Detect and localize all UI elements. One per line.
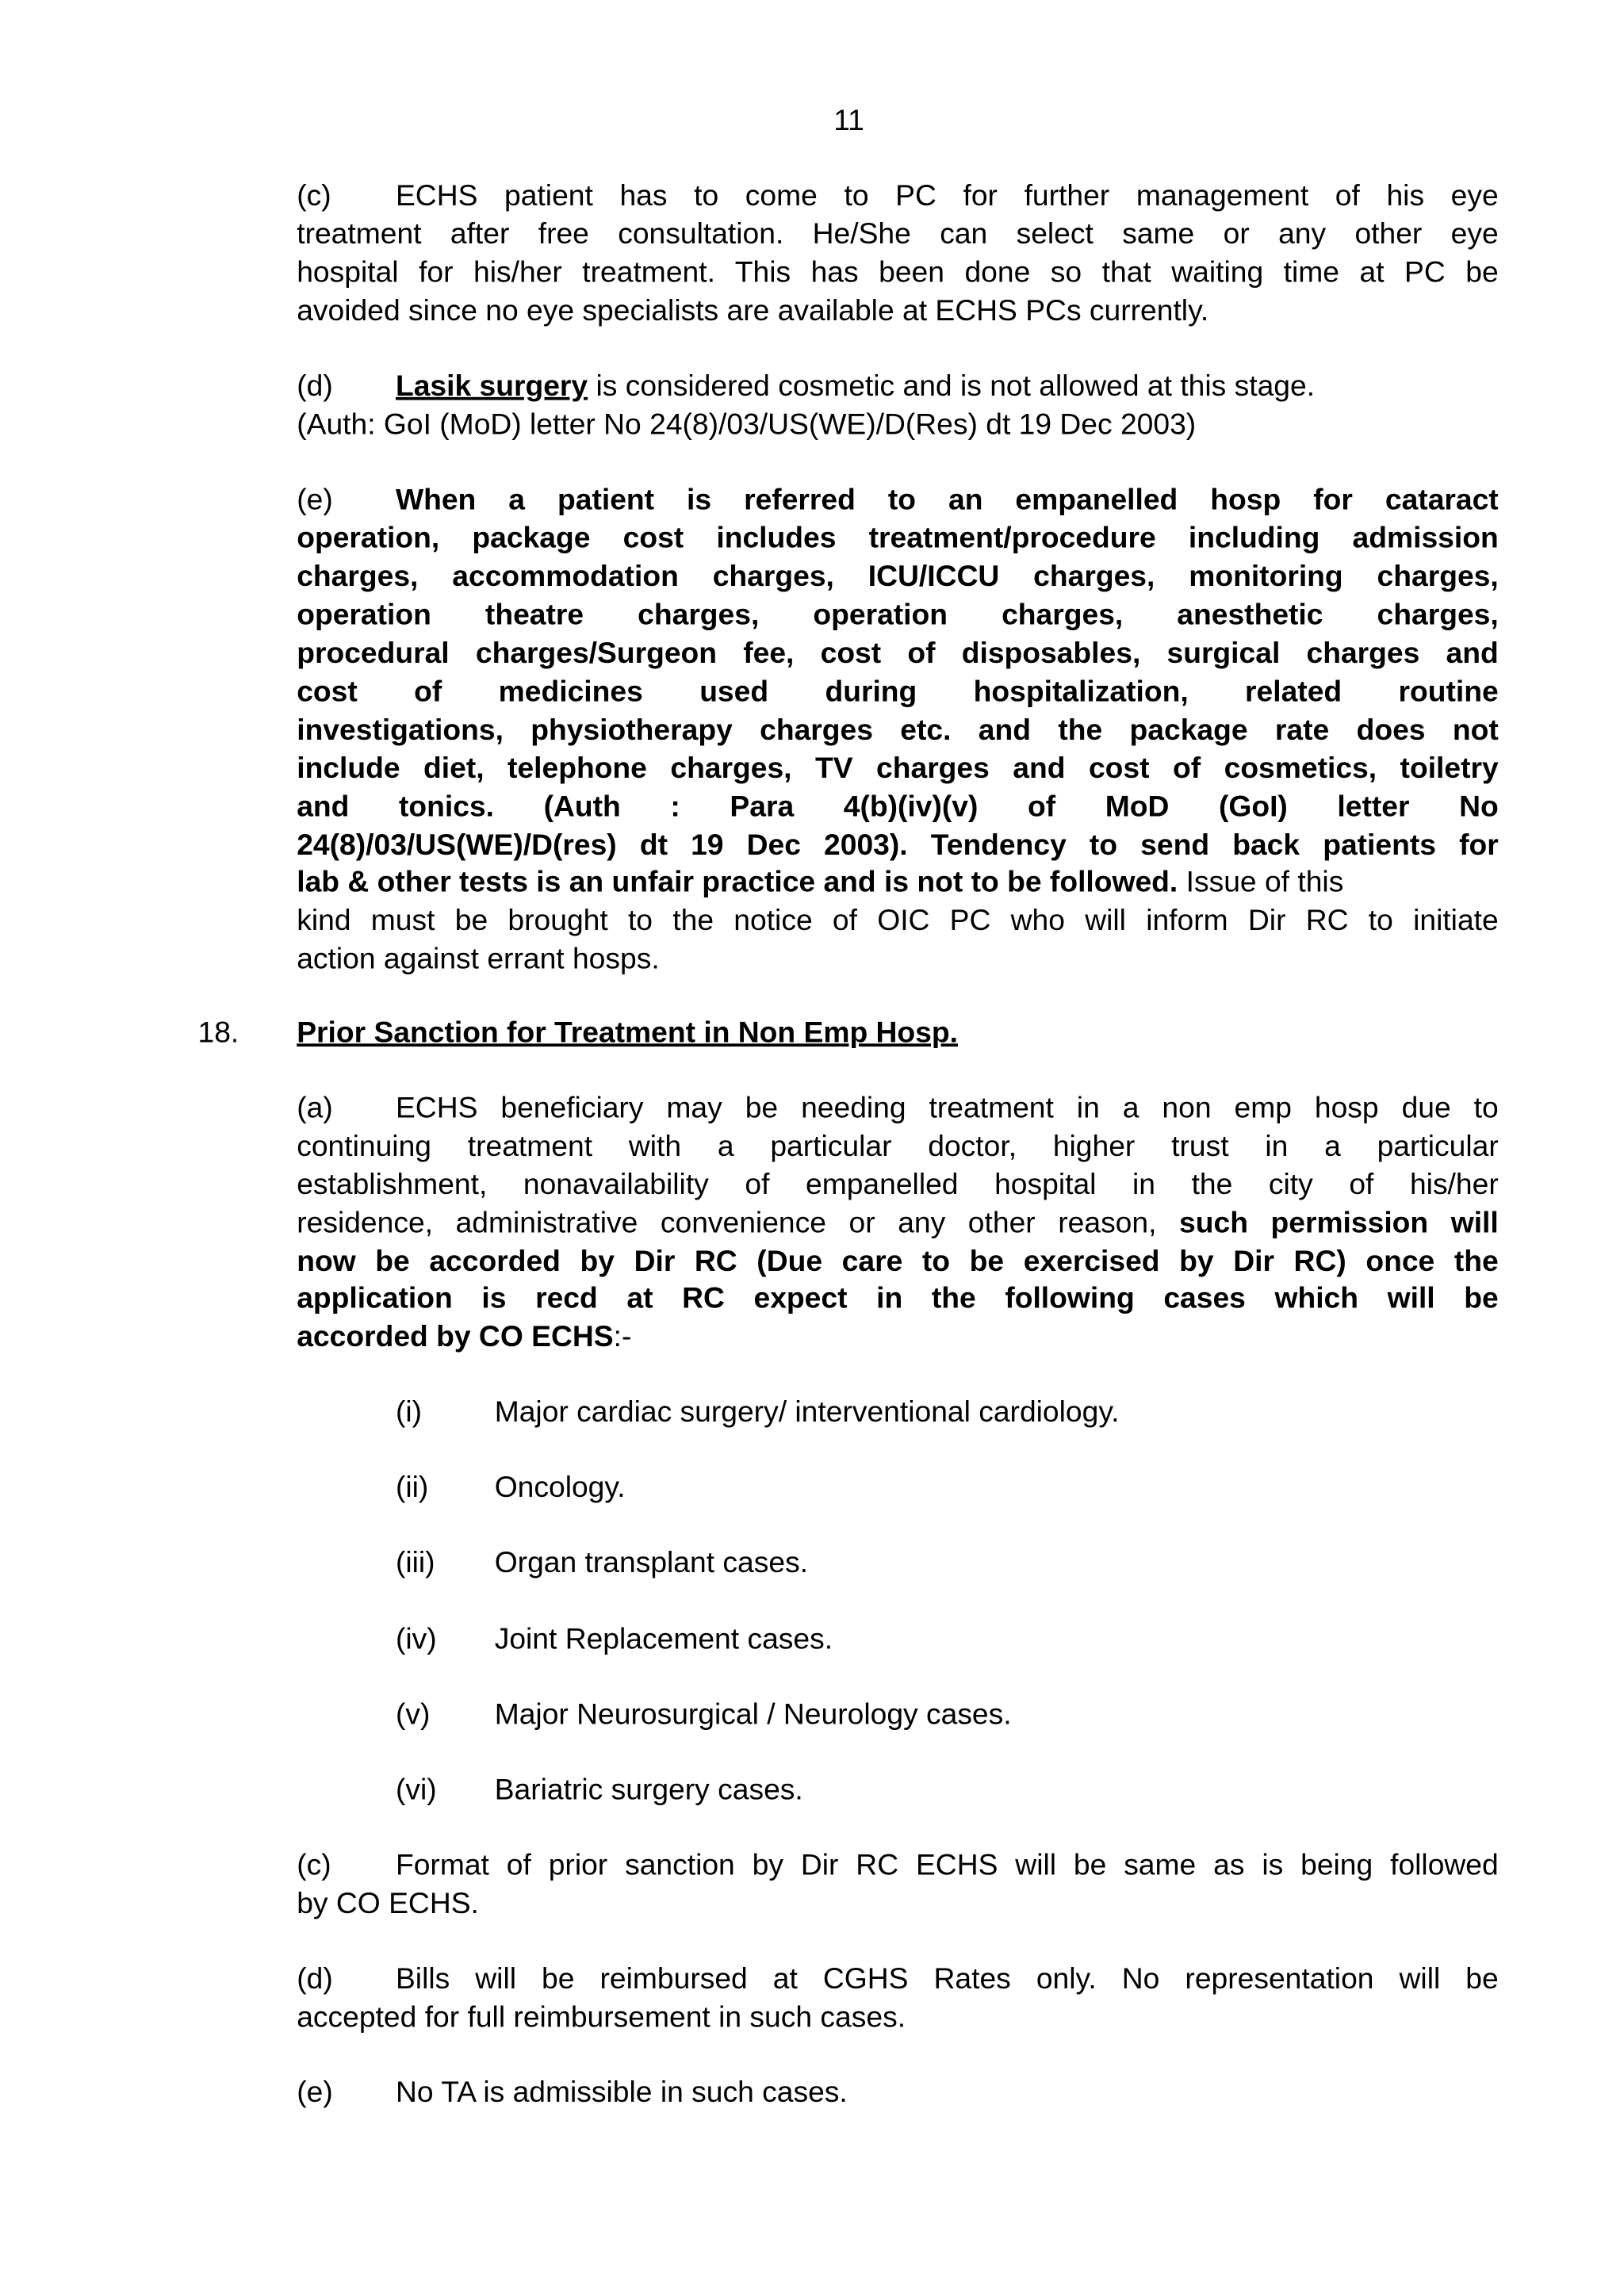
paragraph-line: continuing treatment with a particular doctor, higher trust in a particular bbox=[297, 1131, 1499, 1164]
paragraph-label: (d) bbox=[297, 1963, 333, 1996]
lasik-surgery-text: is considered cosmetic and is not allowed at this stage. bbox=[588, 370, 1316, 404]
paragraph-label: (e) bbox=[297, 2076, 333, 2110]
paragraph-text: Issue of this bbox=[1178, 866, 1344, 899]
paragraph-text: :- bbox=[613, 1321, 632, 1354]
section-heading: Prior Sanction for Treatment in Non Emp Hosp. bbox=[297, 1016, 958, 1050]
paragraph-line: When a patient is referred to an empanelled hosp for cataract bbox=[395, 484, 1499, 517]
paragraph-line: now be accorded by Dir RC (Due care to be exercised by Dir RC) once the bbox=[297, 1246, 1499, 1279]
paragraph-line: ECHS beneficiary may be needing treatment in a non emp hosp due to bbox=[395, 1092, 1499, 1125]
authority-reference: (Auth: GoI (MoD) letter No 24(8)/03/US(WE)/D(Res) dt 19 Dec 2003) bbox=[297, 408, 1197, 442]
page-number: 11 bbox=[833, 105, 864, 138]
paragraph-label: (d) bbox=[297, 370, 333, 404]
paragraph-line: accepted for full reimbursement in such cases. bbox=[297, 2001, 906, 2034]
list-item-text: Major cardiac surgery/ interventional cardiology. bbox=[494, 1396, 1120, 1429]
paragraph-line bbox=[396, 368, 1315, 406]
co-echs-emphasis: accorded by CO ECHS bbox=[297, 1321, 614, 1354]
paragraph-line bbox=[297, 863, 1343, 901]
paragraph-line bbox=[297, 1204, 1499, 1242]
paragraph-line: hospital for his/her treatment. This has been done so that waiting time at PC be bbox=[297, 256, 1499, 289]
paragraph-line: operation theatre charges, operation charges, anesthetic charges, bbox=[297, 599, 1499, 632]
lasik-surgery-emphasis: Lasik surgery bbox=[395, 370, 588, 404]
section-number: 18. bbox=[197, 1016, 239, 1050]
list-item-label: (ii) bbox=[395, 1471, 429, 1505]
list-item-label: (i) bbox=[395, 1396, 423, 1429]
permission-emphasis: such permission will bbox=[1179, 1207, 1499, 1240]
list-item-label: (iv) bbox=[395, 1623, 437, 1656]
paragraph-line: operation, package cost includes treatment/procedure including admission bbox=[297, 522, 1499, 556]
paragraph-line: and tonics. (Auth : Para 4(b)(iv)(v) of MoD (GoI) letter No bbox=[297, 790, 1499, 824]
list-item-text: Major Neurosurgical / Neurology cases. bbox=[494, 1698, 1012, 1732]
paragraph-label: (c) bbox=[297, 1849, 331, 1882]
paragraph-line: No TA is admissible in such cases. bbox=[395, 2076, 848, 2110]
list-item-text: Joint Replacement cases. bbox=[494, 1623, 833, 1656]
paragraph-line bbox=[297, 1318, 631, 1357]
paragraph-text: residence, administrative convenience or any other reason, bbox=[297, 1207, 1180, 1240]
paragraph-line: kind must be brought to the notice of OIC PC who will inform Dir RC to initiate bbox=[297, 905, 1499, 938]
paragraph-line: 24(8)/03/US(WE)/D(res) dt 19 Dec 2003). Tendency to send back patients for bbox=[297, 829, 1499, 863]
paragraph-line: action against errant hosps. bbox=[297, 943, 660, 976]
paragraph-line: investigations, physiotherapy charges etc. and the package rate does not bbox=[297, 714, 1499, 748]
paragraph-line: Format of prior sanction by Dir RC ECHS will be same as is being followed bbox=[395, 1849, 1499, 1882]
paragraph-line: avoided since no eye specialists are available at ECHS PCs currently. bbox=[297, 295, 1209, 328]
unfair-practice-emphasis: lab & other tests is an unfair practice and is not to be followed. bbox=[297, 866, 1178, 899]
list-item-label: (v) bbox=[395, 1698, 431, 1732]
paragraph-label: (e) bbox=[297, 484, 333, 517]
paragraph-line: include diet, telephone charges, TV charges and cost of cosmetics, toiletry bbox=[297, 752, 1499, 786]
paragraph-label: (c) bbox=[297, 180, 331, 213]
list-item-label: (vi) bbox=[395, 1774, 437, 1807]
paragraph-line: ECHS patient has to come to PC for further management of his eye bbox=[395, 180, 1499, 213]
paragraph-line: Bills will be reimbursed at CGHS Rates only. No representation will be bbox=[395, 1963, 1499, 1996]
paragraph-line: by CO ECHS. bbox=[297, 1888, 479, 1921]
list-item-text: Oncology. bbox=[494, 1471, 626, 1505]
paragraph-line: application is recd at RC expect in the following cases which will be bbox=[297, 1282, 1499, 1315]
paragraph-line: procedural charges/Surgeon fee, cost of disposables, surgical charges and bbox=[297, 637, 1499, 671]
list-item-text: Bariatric surgery cases. bbox=[494, 1774, 803, 1807]
paragraph-label: (a) bbox=[297, 1092, 333, 1125]
paragraph-line: establishment, nonavailability of empanelled hospital in the city of his/her bbox=[297, 1169, 1499, 1202]
list-item-text: Organ transplant cases. bbox=[494, 1547, 809, 1580]
list-item-label: (iii) bbox=[395, 1547, 435, 1580]
paragraph-line: cost of medicines used during hospitalization, related routine bbox=[297, 675, 1499, 709]
paragraph-line: charges, accommodation charges, ICU/ICCU charges, monitoring charges, bbox=[297, 561, 1499, 594]
paragraph-line: treatment after free consultation. He/She can select same or any other eye bbox=[297, 218, 1499, 251]
